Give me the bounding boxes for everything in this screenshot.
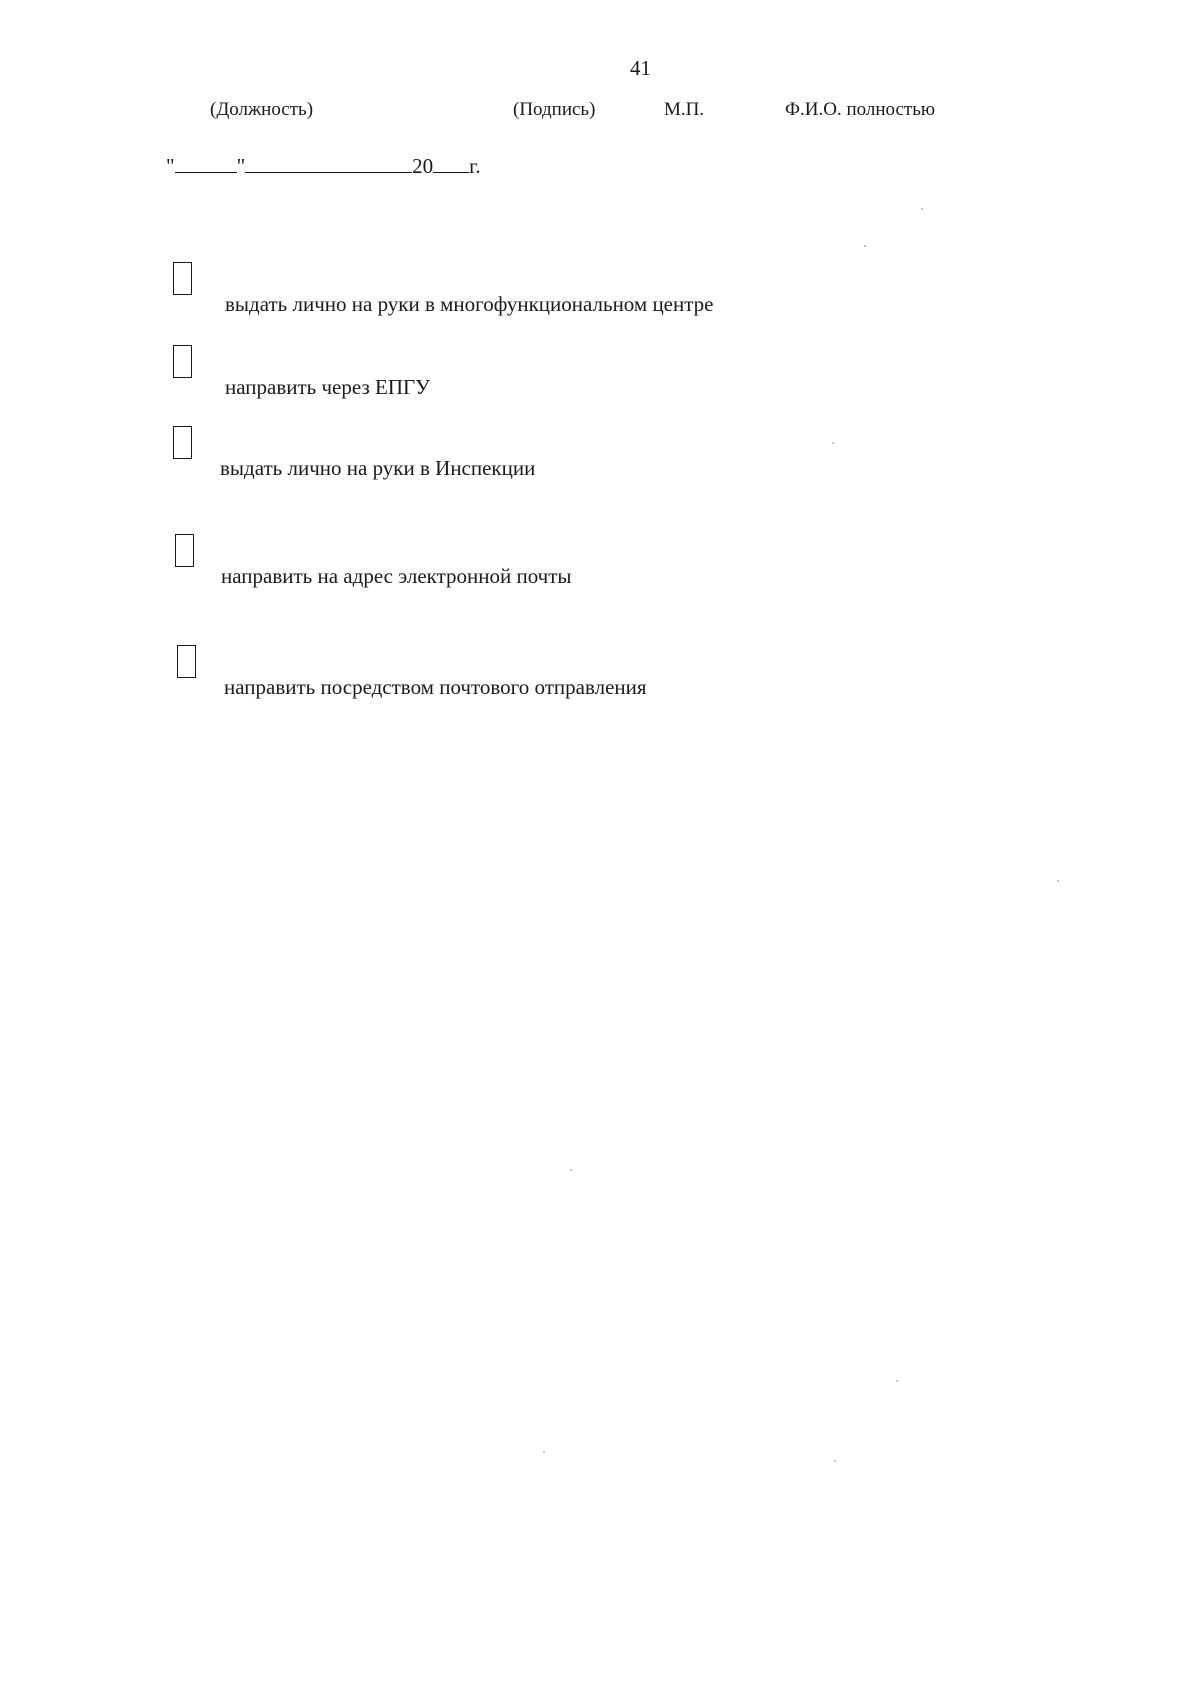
scan-speck — [832, 442, 834, 444]
date-line — [166, 154, 481, 179]
scan-speck — [864, 245, 866, 247]
date-close-quote: " — [236, 154, 246, 178]
year-prefix: 20 — [412, 154, 434, 178]
scan-speck — [543, 1451, 545, 1453]
option-label-email: направить на адрес электронной почты — [221, 564, 572, 588]
full-name-label: Ф.И.О. полностью — [785, 99, 936, 120]
scan-speck — [570, 1169, 572, 1171]
year-blank-field[interactable] — [433, 154, 469, 173]
page-number: 41 — [630, 56, 651, 80]
position-label: (Должность) — [210, 99, 314, 120]
stamp-label: М.П. — [664, 99, 705, 120]
month-blank-field[interactable] — [245, 154, 412, 173]
checkbox-mfc[interactable] — [173, 262, 192, 295]
scan-speck — [921, 208, 923, 210]
option-label-post: направить посредством почтового отправления — [224, 675, 647, 699]
checkbox-inspection[interactable] — [173, 426, 192, 459]
scan-speck — [896, 1380, 898, 1382]
option-label-inspection: выдать лично на руки в Инспекции — [220, 456, 536, 480]
checkbox-post[interactable] — [177, 645, 196, 678]
option-label-mfc: выдать лично на руки в многофункциональном центре — [225, 292, 714, 316]
date-open-quote: " — [166, 154, 175, 178]
option-label-epgu: направить через ЕПГУ — [225, 375, 431, 399]
year-suffix: г. — [469, 154, 481, 178]
signature-label: (Подпись) — [513, 99, 596, 120]
checkbox-email[interactable] — [175, 534, 194, 567]
scan-speck — [1057, 880, 1059, 882]
checkbox-epgu[interactable] — [173, 345, 192, 378]
day-blank-field[interactable] — [175, 154, 237, 173]
scan-speck — [834, 1460, 836, 1462]
